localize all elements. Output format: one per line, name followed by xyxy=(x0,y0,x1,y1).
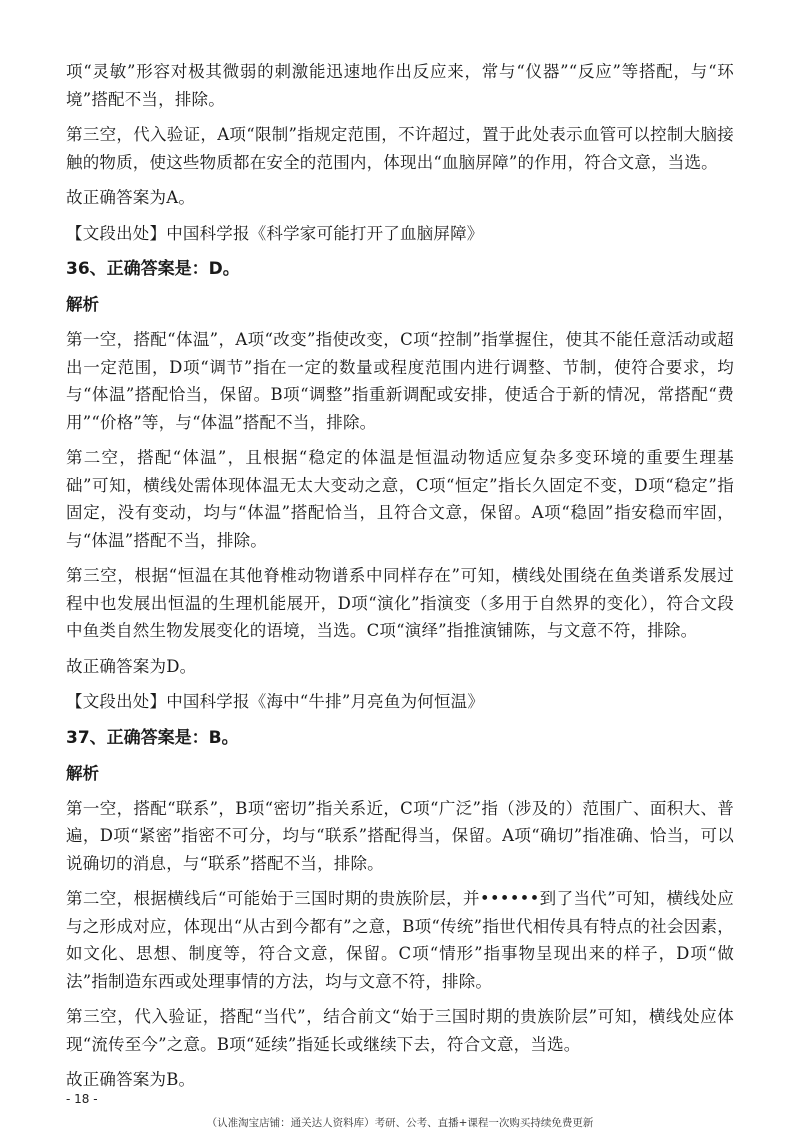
paragraph-35-source: 【文段出处】中国科学报《科学家可能打开了血脑屏障》 xyxy=(66,223,484,243)
paragraph-36-first-blank: 第一空，搭配“体温”，A项“改变”指使改变，C项“控制”指掌握住，使其不能任意活动或超出一定范围，D项“调节”指在一定的数量或程度范围内进行调整、节制，使符合要求，均与“体温”搭配恰当，保留。B项“调整”指重新调配或安排，使适合于新的情况，常搭配“费用”“价格”等，与“体温”搭配不当，排除。 xyxy=(66,330,734,432)
document-body xyxy=(66,58,734,1102)
paragraph-37-first-blank: 第一空，搭配“联系”，B项“密切”指关系近，C项“广泛”指（涉及的）范围广、面积大、普遍，D项“紧密”指密不可分，均与“联系”搭配得当，保留。A项“确切”指准确、恰当，可以说确切的消息，与“联系”搭配不当，排除。 xyxy=(66,798,734,873)
page-number: - 18 - xyxy=(66,1092,98,1106)
question-37-answer-heading: 37、正确答案是：B。 xyxy=(66,727,239,748)
paragraph-35-option-a-analysis: 项“灵敏”形容对极其微弱的刺激能迅速地作出反应来，常与“仪器”“反应”等搭配，与“环境”搭配不当，排除。 xyxy=(66,62,734,109)
paragraph-37-third-blank: 第三空，代入验证，搭配“当代”，结合前文“始于三国时期的贵族阶层”可知，横线处应体现“流传至今”之意。B项“延续”指延长或继续下去，符合文意，当选。 xyxy=(66,1007,734,1054)
page-footer: （认准淘宝店铺：通关达人资料库）考研、公考、直播+课程一次购买持续免费更新 xyxy=(206,1117,594,1129)
paragraph-36-second-blank: 第二空，搭配“体温”，且根据“稳定的体温是恒温动物适应复杂多变环境的重要生理基础”可知，横线处需体现体温无太大变动之意，C项“恒定”指长久固定不变，D项“稳定”指固定，没有变动，均与“体温”搭配恰当，且符合文意，保留。A项“稳固”指安稳而牢固，与“体温”搭配不当，排除。 xyxy=(66,448,734,550)
paragraph-36-source: 【文段出处】中国科学报《海中“牛排”月亮鱼为何恒温》 xyxy=(66,692,485,711)
paragraph-36-third-blank: 第三空，根据“恒温在其他脊椎动物谱系中同样存在”可知，横线处围绕在鱼类谱系发展过程中也发展出恒温的生理机能展开，D项“演化”指演变（多用于自然界的变化），符合文段中鱼类自然生物发展变化的语境，当选。C项“演绎”指推演铺陈，与文意不符，排除。 xyxy=(66,566,734,640)
paragraph-36-conclusion: 故正确答案为D。 xyxy=(66,656,197,676)
paragraph-35-third-blank: 第三空，代入验证，A项“限制”指规定范围，不许超过，置于此处表示血管可以控制大脑接触的物质，使这些物质都在安全的范围内，体现出“血脑屏障”的作用，符合文意，当选。 xyxy=(66,125,734,172)
paragraph-35-conclusion: 故正确答案为A。 xyxy=(66,188,196,207)
paragraph-37-second-blank: 第二空，根据横线后“可能始于三国时期的贵族阶层，并••••••到了当代”可知，横线处应与之形成对应，体现出“从古到今都有”之意，B项“传统”指世代相传具有特点的社会因素，如文化、思想、制度等，符合文意，保留。C项“情形”指事物呈现出来的样子，D项“做法”指制造东西或处理事情的方法，均与文意不符，排除。 xyxy=(66,889,734,991)
paragraph-37-conclusion: 故正确答案为B。 xyxy=(66,1070,196,1089)
question-36-answer-heading: 36、正确答案是：D。 xyxy=(66,259,240,279)
question-36-analysis-label: 解析 xyxy=(66,295,99,314)
question-37-analysis-label: 解析 xyxy=(66,763,99,783)
